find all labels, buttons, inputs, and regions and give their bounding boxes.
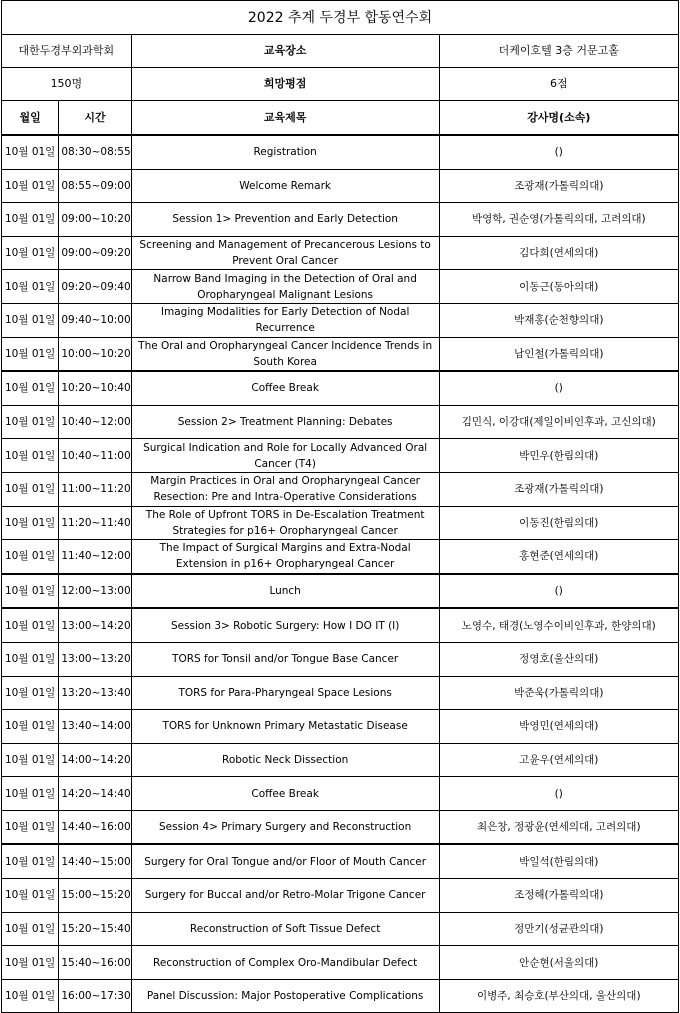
- speaker-cell: 이병주, 최승호(부산의대, 울산의대): [439, 979, 678, 1013]
- table-row: [2, 844, 679, 878]
- table-row: [2, 270, 679, 304]
- date-cell: 10월 01일: [2, 879, 59, 913]
- date-cell: 10월 01일: [2, 439, 59, 473]
- date-cell: 10월 01일: [2, 135, 59, 169]
- time-cell: 09:00~10:20: [59, 203, 131, 237]
- time-cell: 08:55~09:00: [59, 169, 131, 203]
- speaker-cell: 이동근(동아의대): [439, 270, 678, 304]
- header-topic: 교육제목: [131, 101, 439, 136]
- speaker-cell: 박영민(연세의대): [439, 710, 678, 744]
- organizer: 대한두경부외과학회: [2, 35, 132, 68]
- speaker-cell: 김다희(연세의대): [439, 236, 678, 270]
- table-row: [2, 743, 679, 777]
- date-cell: 10월 01일: [2, 844, 59, 878]
- time-cell: 11:00~11:20: [59, 472, 131, 506]
- header-time: 시간: [59, 101, 131, 136]
- speaker-cell: 노영수, 태경(노영수이비인후과, 한양의대): [439, 608, 678, 642]
- date-cell: 10월 01일: [2, 777, 59, 811]
- speaker-cell: 정만기(성균관의대): [439, 912, 678, 946]
- points-label: 희망평점: [131, 68, 439, 101]
- speaker-cell: 조정해(가톨릭의대): [439, 879, 678, 913]
- topic-cell: Surgery for Buccal and/or Retro-Molar Trigone Cancer: [131, 879, 439, 913]
- schedule-sheet: [1, 0, 679, 1013]
- speaker-cell: (): [439, 135, 678, 169]
- date-cell: 10월 01일: [2, 608, 59, 642]
- speaker-cell: 조광재(가톨릭의대): [439, 169, 678, 203]
- table-header-row: [2, 101, 679, 136]
- venue-value: 더케이호텔 3층 거문고홀: [439, 35, 678, 68]
- time-cell: 10:20~10:40: [59, 371, 131, 405]
- time-cell: 14:40~16:00: [59, 810, 131, 844]
- time-cell: 13:00~14:20: [59, 608, 131, 642]
- header-speaker: 강사명(소속): [439, 101, 678, 136]
- time-cell: 14:40~15:00: [59, 844, 131, 878]
- topic-cell: The Role of Upfront TORS in De-Escalation Treatment Strategies for p16+ Oropharyngeal Cancer: [131, 506, 439, 540]
- time-cell: 10:40~12:00: [59, 405, 131, 439]
- points-value: 6점: [439, 68, 678, 101]
- topic-cell: Lunch: [131, 574, 439, 609]
- speaker-cell: 박준욱(가톨릭의대): [439, 676, 678, 710]
- topic-cell: Coffee Break: [131, 371, 439, 405]
- topic-cell: TORS for Unknown Primary Metastatic Disease: [131, 710, 439, 744]
- time-cell: 13:20~13:40: [59, 676, 131, 710]
- topic-cell: TORS for Para-Pharyngeal Space Lesions: [131, 676, 439, 710]
- speaker-cell: 최은창, 정광윤(연세의대, 고려의대): [439, 810, 678, 844]
- date-cell: 10월 01일: [2, 912, 59, 946]
- date-cell: 10월 01일: [2, 743, 59, 777]
- table-row: [2, 912, 679, 946]
- date-cell: 10월 01일: [2, 405, 59, 439]
- topic-cell: The Impact of Surgical Margins and Extra-Nodal Extension in p16+ Oropharyngeal Cancer: [131, 540, 439, 574]
- date-cell: 10월 01일: [2, 337, 59, 371]
- speaker-cell: 이동진(한림의대): [439, 506, 678, 540]
- time-cell: 14:20~14:40: [59, 777, 131, 811]
- header-date: 월일: [2, 101, 59, 136]
- date-cell: 10월 01일: [2, 169, 59, 203]
- topic-cell: Panel Discussion: Major Postoperative Complications: [131, 979, 439, 1013]
- table-row: [2, 879, 679, 913]
- topic-cell: Narrow Band Imaging in the Detection of Oral and Oropharyngeal Malignant Lesions: [131, 270, 439, 304]
- time-cell: 16:00~17:30: [59, 979, 131, 1013]
- info-row-points: [2, 68, 679, 101]
- date-cell: 10월 01일: [2, 642, 59, 676]
- table-row: [2, 777, 679, 811]
- speaker-cell: 고윤우(연세의대): [439, 743, 678, 777]
- topic-cell: Imaging Modalities for Early Detection of Nodal Recurrence: [131, 303, 439, 337]
- topic-cell: Registration: [131, 135, 439, 169]
- topic-cell: Session 4> Primary Surgery and Reconstruction: [131, 810, 439, 844]
- topic-cell: Reconstruction of Soft Tissue Defect: [131, 912, 439, 946]
- table-row: [2, 810, 679, 844]
- topic-cell: The Oral and Oropharyngeal Cancer Incidence Trends in South Korea: [131, 337, 439, 371]
- time-cell: 12:00~13:00: [59, 574, 131, 609]
- speaker-cell: 박일석(한림의대): [439, 844, 678, 878]
- date-cell: 10월 01일: [2, 303, 59, 337]
- date-cell: 10월 01일: [2, 506, 59, 540]
- table-row: [2, 540, 679, 574]
- speaker-cell: 박영학, 권순영(가톨릭의대, 고려의대): [439, 203, 678, 237]
- date-cell: 10월 01일: [2, 710, 59, 744]
- table-row: [2, 203, 679, 237]
- topic-cell: Welcome Remark: [131, 169, 439, 203]
- page-title: 2022 추계 두경부 합동연수회: [2, 1, 679, 35]
- table-row: [2, 608, 679, 642]
- speaker-cell: 조광재(가톨릭의대): [439, 472, 678, 506]
- date-cell: 10월 01일: [2, 574, 59, 609]
- venue-label: 교육장소: [131, 35, 439, 68]
- time-cell: 11:20~11:40: [59, 506, 131, 540]
- date-cell: 10월 01일: [2, 540, 59, 574]
- table-row: [2, 371, 679, 405]
- table-row: [2, 979, 679, 1013]
- speaker-cell: 정영호(울산의대): [439, 642, 678, 676]
- date-cell: 10월 01일: [2, 676, 59, 710]
- table-row: [2, 135, 679, 169]
- time-cell: 15:20~15:40: [59, 912, 131, 946]
- time-cell: 15:00~15:20: [59, 879, 131, 913]
- speaker-cell: 김민식, 이강대(제일이비인후과, 고신의대): [439, 405, 678, 439]
- topic-cell: Coffee Break: [131, 777, 439, 811]
- date-cell: 10월 01일: [2, 270, 59, 304]
- topic-cell: Session 1> Prevention and Early Detection: [131, 203, 439, 237]
- time-cell: 08:30~08:55: [59, 135, 131, 169]
- date-cell: 10월 01일: [2, 203, 59, 237]
- speaker-cell: 안순현(서울의대): [439, 946, 678, 980]
- table-row: [2, 642, 679, 676]
- table-row: [2, 303, 679, 337]
- title-row: [2, 1, 679, 35]
- table-row: [2, 506, 679, 540]
- date-cell: 10월 01일: [2, 979, 59, 1013]
- time-cell: 11:40~12:00: [59, 540, 131, 574]
- table-row: [2, 574, 679, 609]
- date-cell: 10월 01일: [2, 236, 59, 270]
- table-row: [2, 472, 679, 506]
- info-row-venue: [2, 35, 679, 68]
- speaker-cell: (): [439, 371, 678, 405]
- speaker-cell: (): [439, 777, 678, 811]
- topic-cell: Robotic Neck Dissection: [131, 743, 439, 777]
- table-row: [2, 676, 679, 710]
- time-cell: 09:40~10:00: [59, 303, 131, 337]
- speaker-cell: 박민우(한림의대): [439, 439, 678, 473]
- topic-cell: Session 2> Treatment Planning: Debates: [131, 405, 439, 439]
- table-row: [2, 946, 679, 980]
- topic-cell: Session 3> Robotic Surgery: How I DO IT (I): [131, 608, 439, 642]
- time-cell: 13:40~14:00: [59, 710, 131, 744]
- topic-cell: Surgery for Oral Tongue and/or Floor of Mouth Cancer: [131, 844, 439, 878]
- capacity: 150명: [2, 68, 132, 101]
- topic-cell: Surgical Indication and Role for Locally Advanced Oral Cancer (T4): [131, 439, 439, 473]
- topic-cell: Screening and Management of Precancerous Lesions to Prevent Oral Cancer: [131, 236, 439, 270]
- time-cell: 10:40~11:00: [59, 439, 131, 473]
- speaker-cell: 박재홍(순천향의대): [439, 303, 678, 337]
- table-row: [2, 439, 679, 473]
- time-cell: 09:20~09:40: [59, 270, 131, 304]
- time-cell: 14:00~14:20: [59, 743, 131, 777]
- topic-cell: Margin Practices in Oral and Oropharyngeal Cancer Resection: Pre and Intra-Operative Considerations: [131, 472, 439, 506]
- topic-cell: TORS for Tonsil and/or Tongue Base Cancer: [131, 642, 439, 676]
- speaker-cell: (): [439, 574, 678, 609]
- time-cell: 15:40~16:00: [59, 946, 131, 980]
- date-cell: 10월 01일: [2, 472, 59, 506]
- date-cell: 10월 01일: [2, 810, 59, 844]
- table-row: [2, 710, 679, 744]
- table-row: [2, 236, 679, 270]
- time-cell: 10:00~10:20: [59, 337, 131, 371]
- table-row: [2, 169, 679, 203]
- time-cell: 13:00~13:20: [59, 642, 131, 676]
- topic-cell: Reconstruction of Complex Oro-Mandibular Defect: [131, 946, 439, 980]
- speaker-cell: 홍현준(연세의대): [439, 540, 678, 574]
- date-cell: 10월 01일: [2, 946, 59, 980]
- speaker-cell: 남인철(가톨릭의대): [439, 337, 678, 371]
- time-cell: 09:00~09:20: [59, 236, 131, 270]
- schedule-table: [1, 0, 679, 1013]
- table-row: [2, 405, 679, 439]
- table-row: [2, 337, 679, 371]
- date-cell: 10월 01일: [2, 371, 59, 405]
